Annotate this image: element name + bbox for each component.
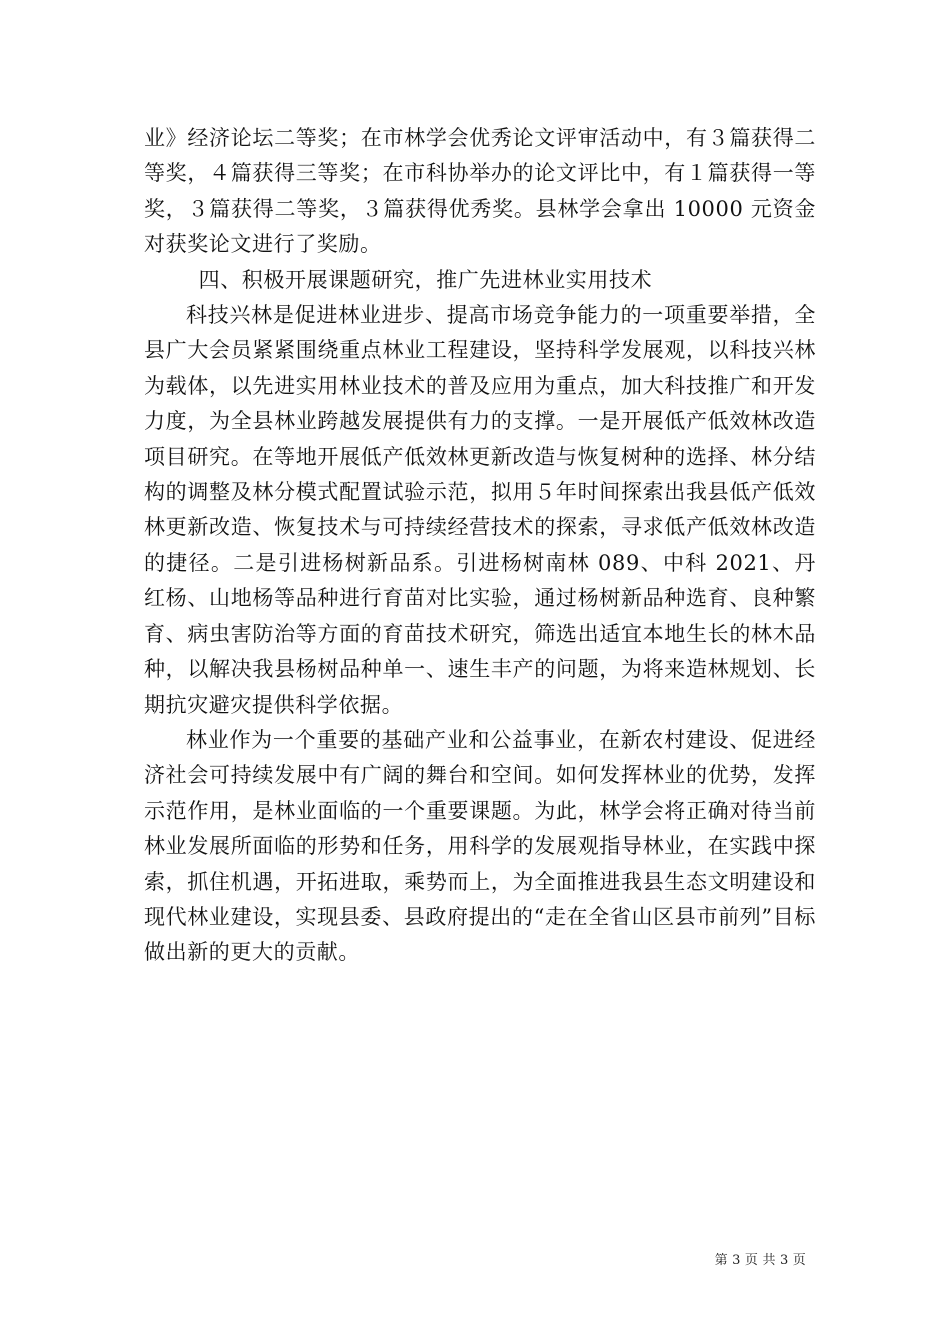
section-four-heading: 四、积极开展课题研究，推广先进林业实用技术 [198, 267, 653, 292]
page-number-footer: 第 3 页 共 3 页 [714, 1253, 806, 1268]
conclusion-paragraph: 林业作为一个重要的基础产业和公益事业，在新农村建设、促进经济社会可持续发展中有广阔的舞台和空间。如何发挥林业的优势，发挥示范作用，是林业面临的一个重要课题。为此，林学会将正确对待当前林业发展所面临的形势和任务，用科学的发展观指导林业，在实践中探索，抓住机遇，开拓进取，乘势而上，为全面推进我县生态文明建设和现代林业建设，实现县委、县政府提出的“走在全省山区县市前列”目标做出新的更大的贡献。 [144, 727, 816, 965]
award-continuation-paragraph: 业》经济论坛二等奖；在市林学会优秀论文评审活动中，有３篇获得二等奖，４篇获得三等奖；在市科协举办的论文评比中，有１篇获得一等奖，３篇获得二等奖，３篇获得优秀奖。县林学会拿出 10000 元资金对获奖论文进行了奖励。 [144, 126, 816, 257]
research-paragraph: 科技兴林是促进林业进步、提高市场竞争能力的一项重要举措，全县广大会员紧紧围绕重点林业工程建设，坚持科学发展观，以科技兴林为载体，以先进实用林业技术的普及应用为重点，加大科技推广和开发力度，为全县林业跨越发展提供有力的支撑。一是开展低产低效林改造项目研究。在等地开展低产低效林更新改造与恢复树种的选择、林分结构的调整及林分模式配置试验示范，拟用５年时间探索出我县低产低效林更新改造、恢复技术与可持续经营技术的探索，寻求低产低效林改造的捷径。二是引进杨树新品系。引进杨树南林 089、中科 2021、丹红杨、山地杨等品种进行育苗对比实验，通过杨树新品种选育、良种繁育、病虫害防治等方面的育苗技术研究，筛选出适宜本地生长的林木品种，以解决我县杨树品种单一、速生丰产的问题，为将来造林规划、长期抗灾避灾提供科学依据。 [144, 303, 816, 717]
document-body [144, 121, 816, 971]
